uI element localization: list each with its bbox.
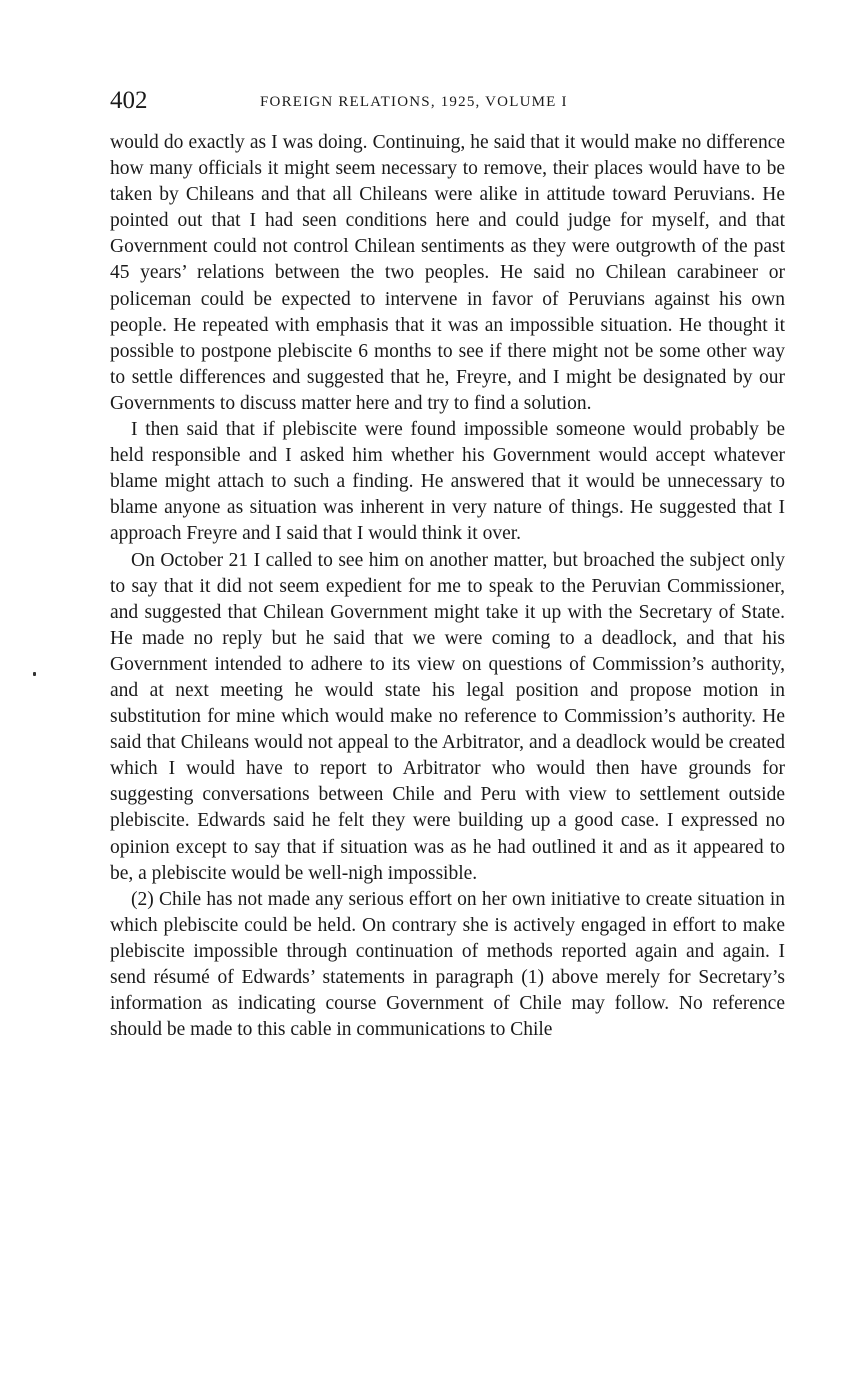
margin-mark [33,672,36,676]
paragraph-point-2: (2) Chile has not made any serious effort on her own initiative to create situation in which plebiscite could be held. On contrary she is actively engaged in effort to make plebiscite impossible through continuation of methods reported again and again. I send résumé of Edwards’ statements in paragraph (1) above merely for Secretary’s information as indicating course Government of Chile may follow. No reference should be made to this cable in communications to Chile [110,888,785,1041]
body-text [110,130,785,1043]
paragraph-plebiscite-blame: I then said that if plebiscite were found impossible someone would probably be held responsible and I asked him whether his Government would accept whatever blame might attach to such a finding. He answered that it would be unnecessary to blame anyone as situation was inherent in very nature of things. He suggested that I approach Freyre and I said that I would think it over. [110,419,785,545]
running-head [110,86,785,116]
running-head-title: FOREIGN RELATIONS, 1925, VOLUME I [260,94,568,110]
paragraph-october-21: On October 21 I called to see him on another matter, but broached the subject only to say that it did not seem expedient for me to speak to the Peruvian Commissioner, and suggested that Chilean Government might take it up with the Secretary of State. He made no reply but he said that we were coming to a deadlock, and that his Government intended to adhere to its view on questions of Commission’s authority, and at next meeting he would state his legal position and propose motion in substitution for mine which would make no reference to Commission’s authority. He said that Chileans would not appeal to the Arbitrator, and a deadlock would be created which I would have to report to Arbitrator who would then have grounds for suggesting conversations between Chile and Peru with view to settlement outside plebiscite. Edwards said he felt they were building up a good case. I expressed no opinion except to say that if situation was as he had outlined it and as it appeared to be, a plebiscite would be well-nigh impossible. [110,549,785,884]
paragraph-continuation: would do exactly as I was doing. Continuing, he said that it would make no difference how many officials it might seem necessary to remove, their places would have to be taken by Chileans and that all Chileans were alike in attitude toward Peruvians. He pointed out that I had seen conditions here and could judge for myself, and that Government could not control Chilean sentiments as they were outgrowth of the past 45 years’ relations between the two peoples. He said no Chilean carabineer or policeman could be expected to intervene in favor of Peruvians against his own people. He repeated with emphasis that it was an impossible situation. He thought it possible to postpone plebiscite 6 months to see if there might not be some other way to settle differences and suggested that he, Freyre, and I might be designated by our Governments to discuss matter here and try to find a solution. [110,132,785,414]
page-number: 402 [110,87,148,114]
